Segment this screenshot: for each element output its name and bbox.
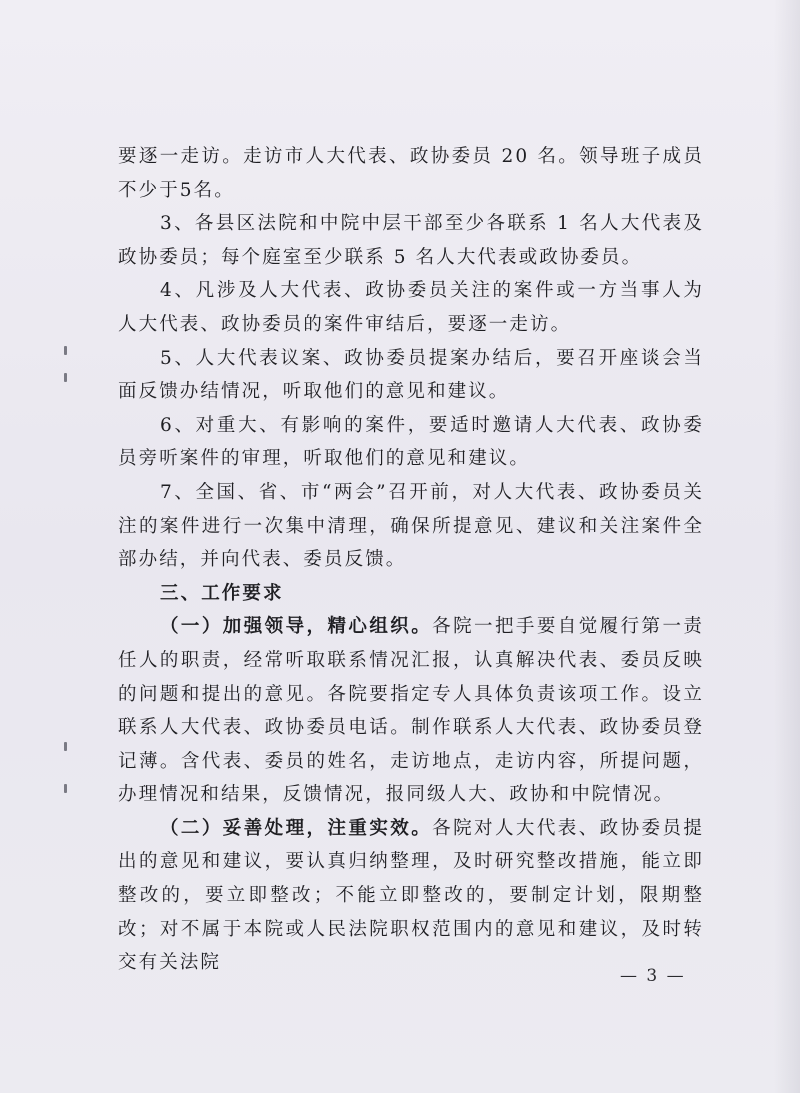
requirement-item-2 bbox=[118, 812, 704, 980]
paragraph-item-6: 6、对重大、有影响的案件，要适时邀请人大代表、政协委员旁听案件的审理，听取他们的意见和建议。 bbox=[118, 414, 704, 470]
paragraph-item-3: 3、各县区法院和中院中层干部至少各联系 1 名人大代表及政协委员；每个庭室至少联系 5 名人大代表或政协委员。 bbox=[118, 213, 704, 268]
section-heading: 三、工作要求 bbox=[160, 582, 284, 604]
paragraph-continuation: 要逐一走访。走访市人大代表、政协委员 20 名。领导班子成员不少于5名。 bbox=[118, 146, 704, 201]
requirement-item-2-lead: （二）妥善处理，注重实效。 bbox=[160, 817, 433, 839]
binding-hole-mark bbox=[64, 742, 67, 751]
paragraph-item-4: 4、凡涉及人大代表、政协委员关注的案件或一方当事人为人大代表、政协委员的案件审结后，要逐一走访。 bbox=[118, 280, 704, 335]
requirement-item-1-body: 各院一把手要自觉履行第一责任人的职责，经常听取联系情况汇报，认真解决代表、委员反映的问题和提出的意见。各院要指定专人具体负责该项工作。设立联系人大代表、政协委员电话。制作联系人大代表、政协委员登记薄。含代表、委员的姓名，走访地点，走访内容，所提问题，办理情况和结果，反馈情况，报同级人大、政协和中院情况。 bbox=[118, 616, 704, 806]
document-body bbox=[118, 140, 704, 980]
binding-hole-mark bbox=[64, 373, 67, 382]
requirement-item-1 bbox=[118, 610, 704, 812]
paragraph-item-5: 5、人大代表议案、政协委员提案办结后，要召开座谈会当面反馈办结情况，听取他们的意见和建议。 bbox=[118, 347, 704, 403]
paragraph-item-7: 7、全国、省、市“两会”召开前，对人大代表、政协委员关注的案件进行一次集中清理，确保所提意见、建议和关注案件全部办结，并向代表、委员反馈。 bbox=[118, 481, 704, 571]
binding-hole-mark bbox=[64, 784, 67, 793]
requirement-item-1-lead: （一）加强领导，精心组织。 bbox=[160, 616, 433, 638]
page-number: — 3 — bbox=[620, 966, 686, 986]
binding-hole-mark bbox=[64, 346, 67, 355]
page-edge-shadow bbox=[774, 0, 800, 1093]
requirement-item-2-body: 各院对人大代表、政协委员提出的意见和建议，要认真归纳整理，及时研究整改措施，能立即整改的，要立即整改；不能立即整改的，要制定计划，限期整改；对不属于本院或人民法院职权范围内的意见和建议，及时转交有关法院 bbox=[118, 817, 704, 974]
